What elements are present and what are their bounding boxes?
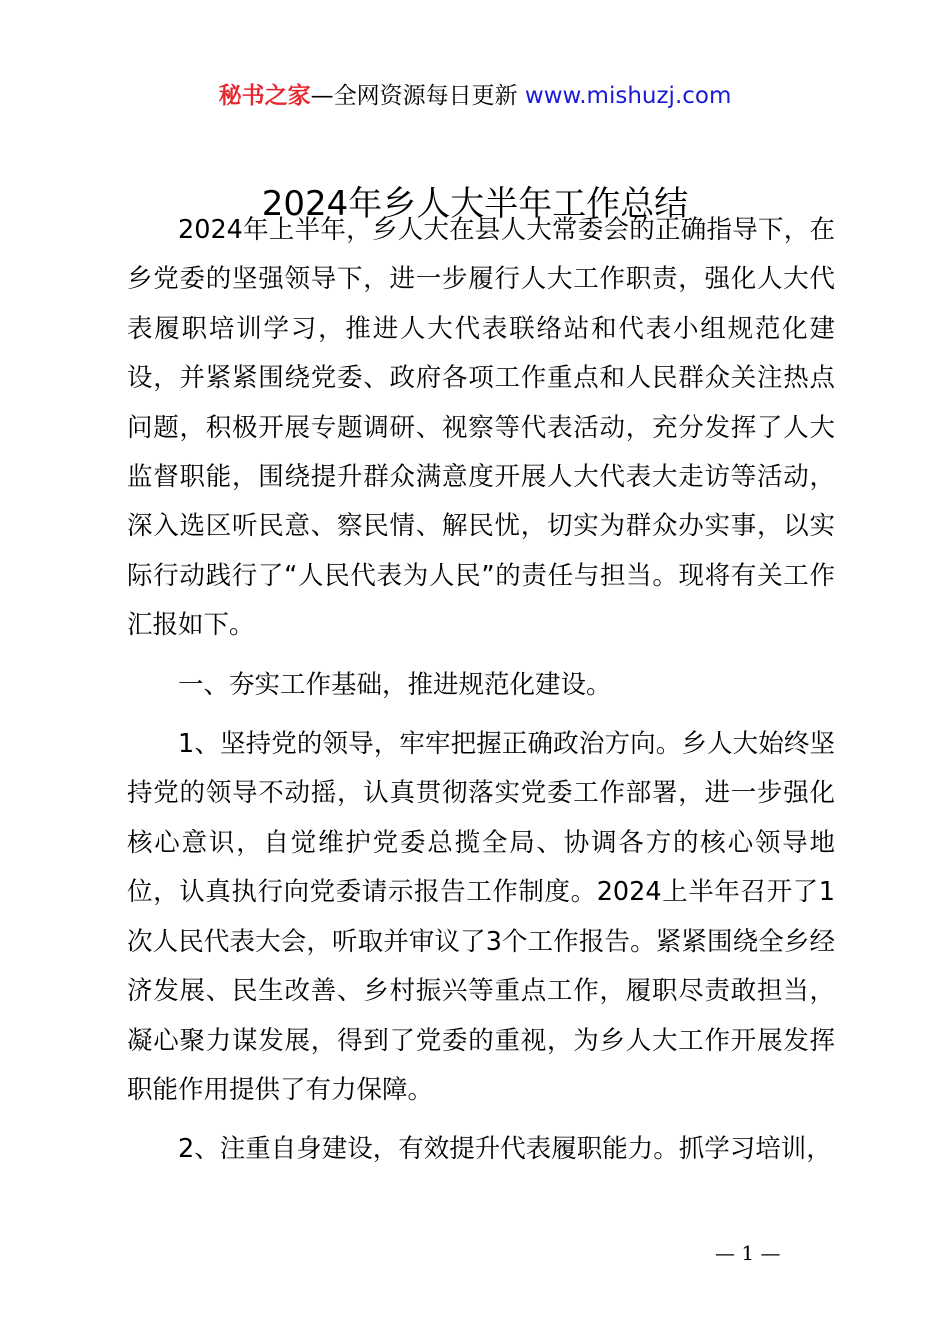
site-brand: 秘书之家 — [218, 83, 311, 109]
body-paragraph-1: 1、坚持党的领导，牢牢把握正确政治方向。乡人大始终坚持党的领导不动摇，认真贯彻落实党委工作部署，进一步强化核心意识，自觉维护党委总揽全局、协调各方的核心领导地位，认真执行向党委请示报告工作制度。2024上半年召开了1次人民代表大会，听取并审议了3个工作报告。紧紧围绕全乡经济发展、民生改善、乡村振兴等重点工作，履职尽责敢担当，凝心聚力谋发展，得到了党委的重视，为乡人大工作开展发挥职能作用提供了有力保障。 — [127, 729, 835, 1105]
site-url[interactable]: www.mishuzj.com — [524, 83, 732, 109]
site-header — [0, 80, 950, 112]
page-number: — 1 — — [715, 1241, 781, 1265]
site-slogan: —全网资源每日更新 — [310, 83, 525, 109]
section-heading-1: 一、夯实工作基础，推进规范化建设。 — [178, 669, 612, 700]
document-title: 2024年乡人大半年工作总结 — [261, 184, 689, 224]
body-paragraph-2: 2、注重自身建设，有效提升代表履职能力。抓学习培训， — [178, 1134, 832, 1165]
document-body — [127, 206, 835, 1175]
intro-paragraph: 2024年上半年，乡人大在县人大常委会的正确指导下，在乡党委的坚强领导下，进一步履行人大工作职责，强化人大代表履职培训学习，推进人大代表联络站和代表小组规范化建设，并紧紧围绕党委、政府各项工作重点和人民群众关注热点问题，积极开展专题调研、视察等代表活动，充分发挥了人大监督职能，围绕提升群众满意度开展人大代表大走访等活动，深入选区听民意、察民情、解民忧，切实为群众办实事，以实际行动践行了“人民代表为人民”的责任与担当。现将有关工作汇报如下。 — [127, 215, 835, 641]
